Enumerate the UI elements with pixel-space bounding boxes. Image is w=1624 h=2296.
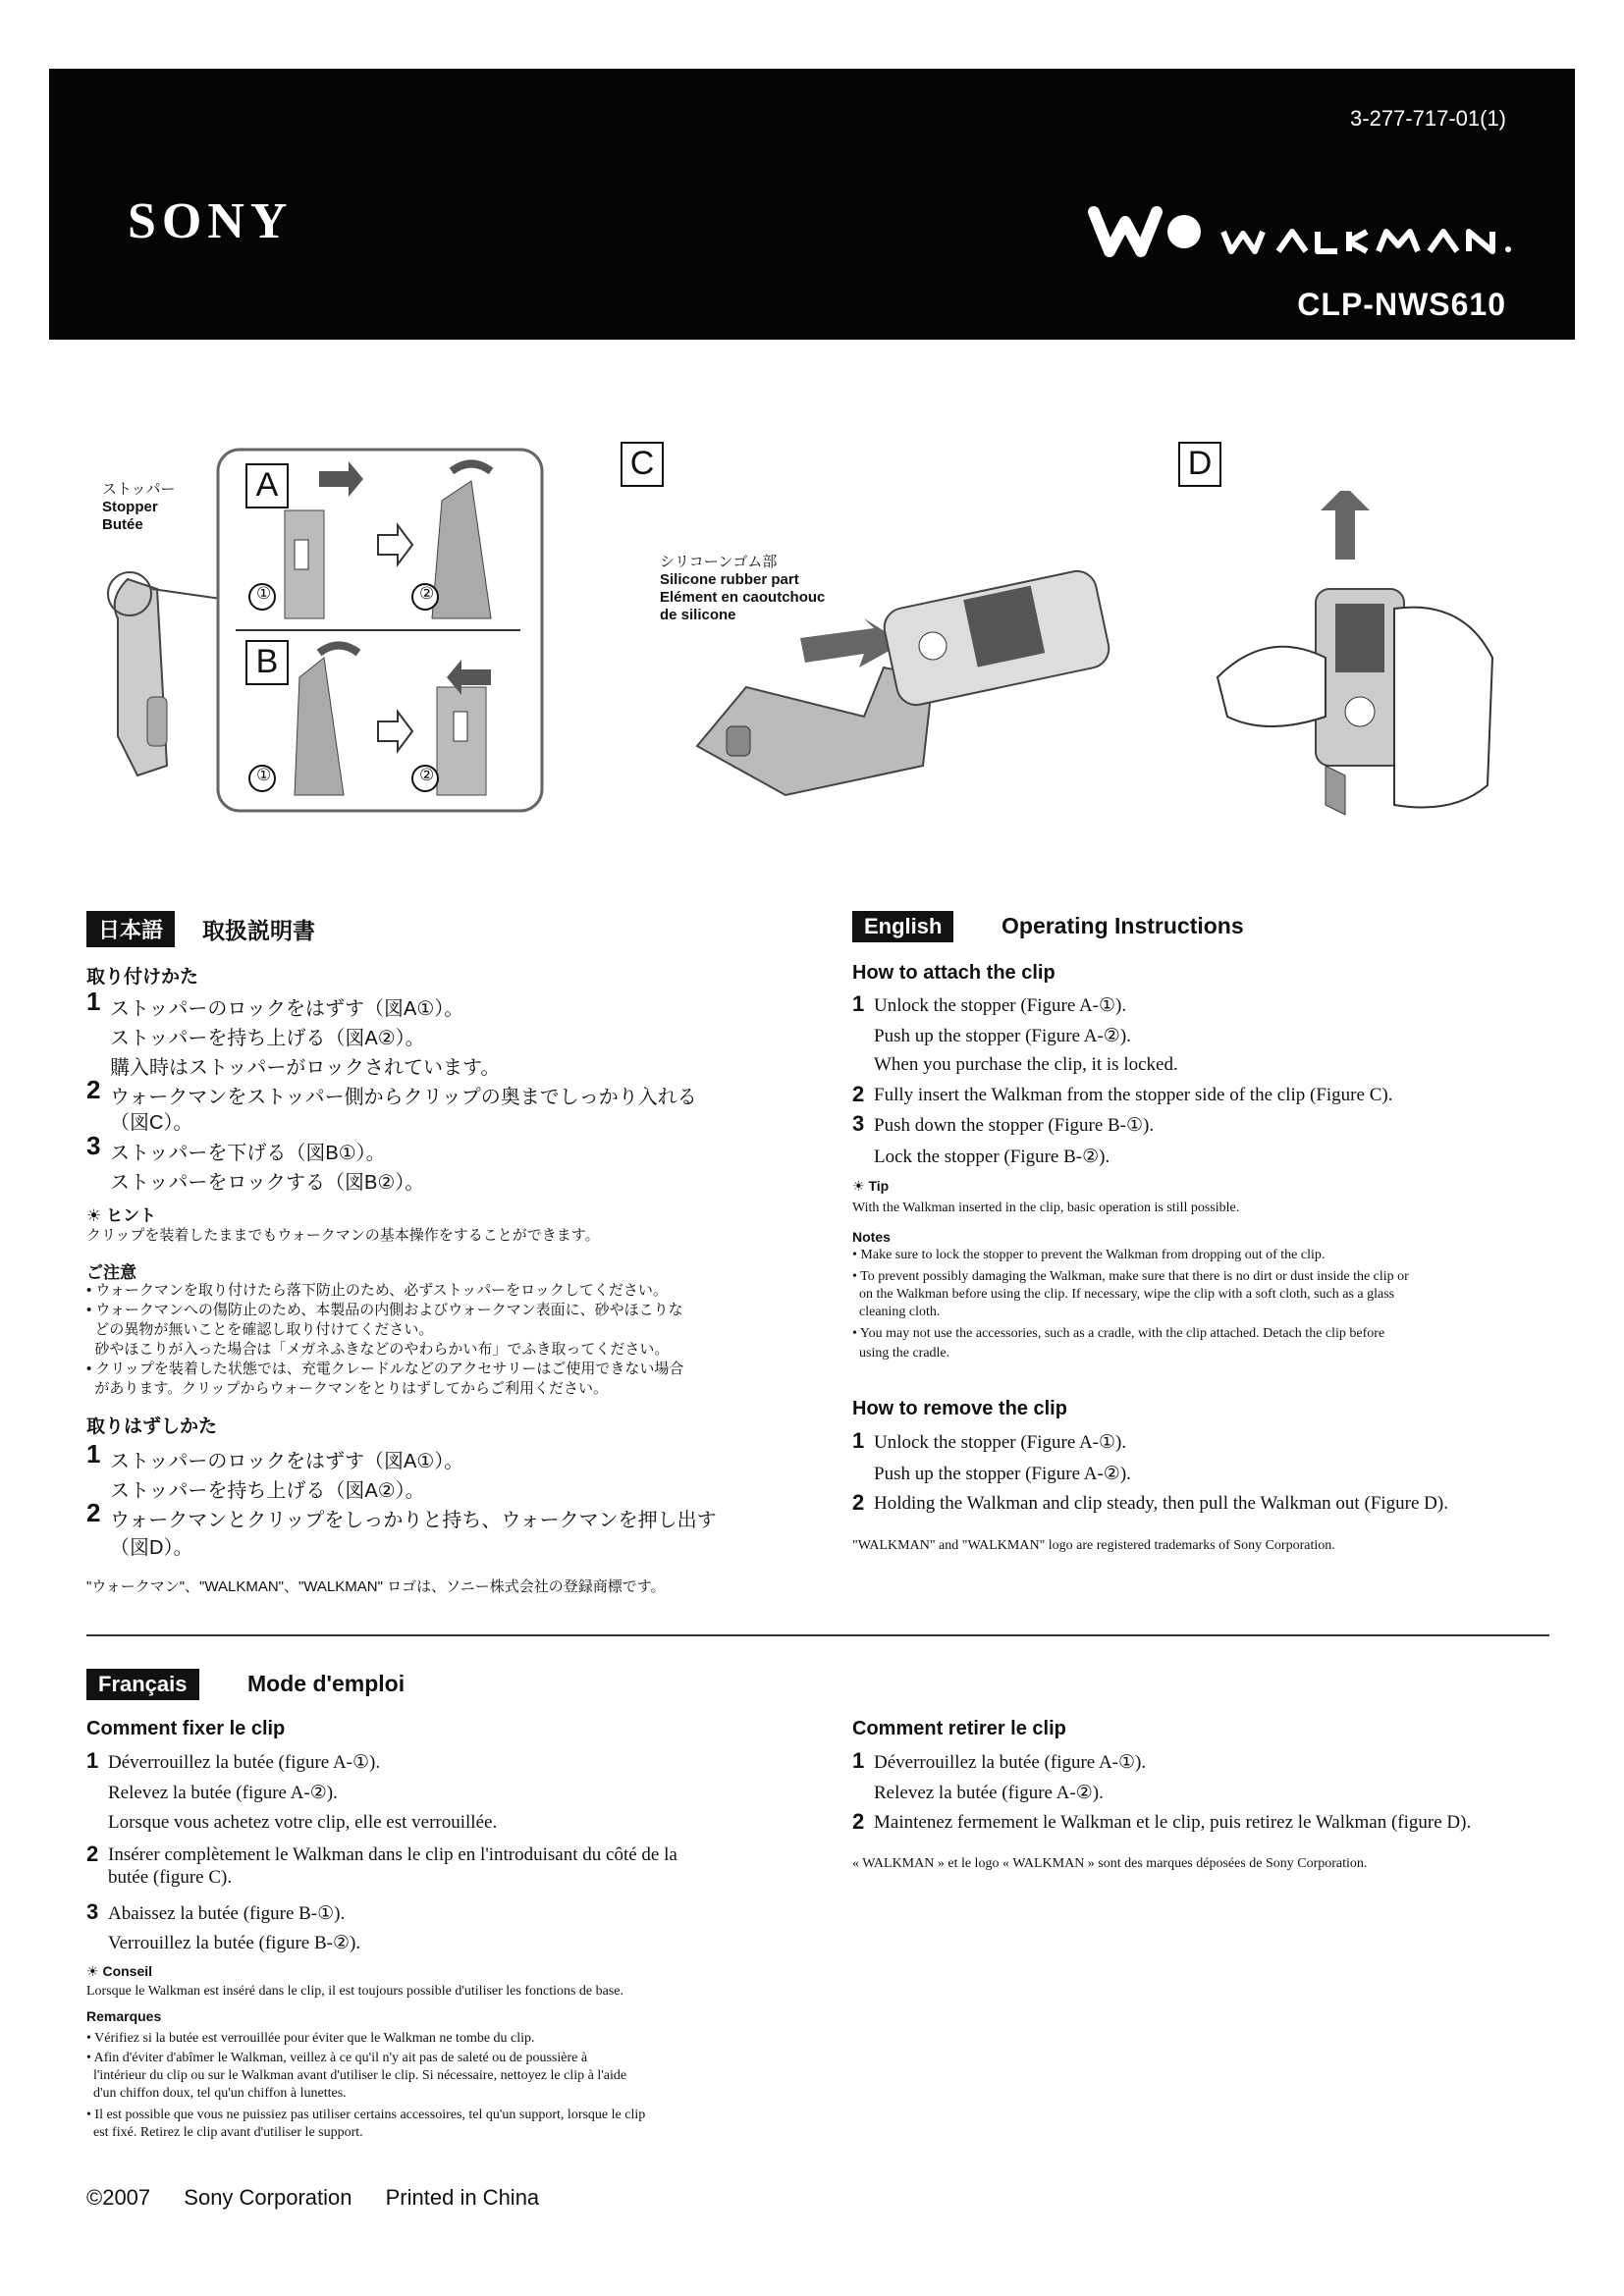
jp-remove-heading: 取りはずしかた [86,1416,218,1437]
fr-remove-step-1-line-2: Relevez la butée (figure A-②). [874,1783,1104,1803]
fr-remove-heading: Comment retirer le clip [852,1718,1066,1739]
japanese-tag: 日本語 [86,911,175,947]
stopper-label-fr: Butée [102,516,143,533]
footer-company: Sony Corporation [184,2185,352,2210]
en-remove-step-2-num: 2 [852,1490,865,1515]
jp-caution-line-6: があります。クリップからウォークマンをとりはずしてからご利用ください。 [86,1380,608,1397]
fr-attach-step-3-line-2: Verrouillez la butée (figure B-②). [108,1933,361,1953]
en-attach-step-3-line-1: Push down the stopper (Figure B-①). [874,1115,1155,1136]
step-mark-b2: ② [419,766,435,784]
silicone-label-fr-2: de silicone [660,607,736,623]
en-tip-text: With the Walkman inserted in the clip, basic operation is still possible. [852,1201,1240,1215]
conseil-bulb-icon: ☀ [86,1963,103,1979]
en-attach-step-2-num: 2 [852,1082,865,1106]
fr-attach-step-2-num: 2 [86,1842,99,1866]
jp-hint-heading: ☀ ヒント [86,1206,156,1225]
figure-letter-c: C [621,442,664,487]
footer [86,2185,567,2211]
model-number: CLP-NWS610 [1297,287,1506,322]
fr-tip-text: Lorsque le Walkman est inséré dans le clip, il est toujours possible d'utiliser les fonctions de base. [86,1984,624,1999]
en-remove-step-1-num: 1 [852,1428,865,1453]
french-tag: Français [86,1669,199,1700]
jp-remove-step-2-num: 2 [86,1498,101,1527]
footer-printed: Printed in China [385,2185,540,2210]
hint-bulb-icon: ☀ [86,1206,106,1225]
step-mark-a1: ① [256,584,272,603]
fr-attach-step-1-line-3: Lorsque vous achetez votre clip, elle est verrouillée. [108,1812,498,1833]
header-banner [49,69,1575,340]
en-remove-step-2-line-1: Holding the Walkman and clip steady, then pull the Walkman out (Figure D). [874,1493,1448,1514]
en-note-line-4: cleaning cloth. [852,1305,941,1319]
stopper-label-en: Stopper [102,499,158,515]
fr-remove-step-1-num: 1 [852,1748,865,1773]
en-remove-step-1-line-1: Unlock the stopper (Figure A-①). [874,1432,1127,1453]
en-attach-step-1-line-3: When you purchase the clip, it is locked. [874,1054,1178,1075]
jp-remove-step-1-line-2: ストッパーを持ち上げる（図A②）。 [110,1480,425,1502]
fr-remove-step-2-line-1: Maintenez fermement le Walkman et le clip, puis retirez le Walkman (figure D). [874,1812,1472,1833]
fr-note-line-4: d'un chiffon doux, tel qu'un chiffon à lunettes. [86,2086,347,2101]
fr-note-line-6: est fixé. Retirez le clip avant d'utiliser le support. [86,2125,363,2140]
en-attach-step-1-line-1: Unlock the stopper (Figure A-①). [874,995,1127,1016]
stopper-label-jp: ストッパー [102,481,176,498]
figure-c-illustration [687,569,1119,815]
en-trademark: "WALKMAN" and "WALKMAN" logo are registered trademarks of Sony Corporation. [852,1538,1335,1553]
jp-attach-step-1-line-1: ストッパーのロックをはずす（図A①）。 [110,998,464,1020]
en-notes-heading: Notes [852,1229,891,1245]
en-remove-heading: How to remove the clip [852,1398,1067,1419]
jp-remove-step-2-line-2: （図D）。 [110,1537,193,1559]
fr-attach-step-2-line-2: butée (figure C). [108,1867,233,1888]
english-title: Operating Instructions [1001,913,1244,938]
jp-hint-text: クリップを装着したままでもウォークマンの基本操作をすることができます。 [86,1227,600,1244]
fr-trademark: « WALKMAN » et le logo « WALKMAN » sont des marques déposées de Sony Corporation. [852,1856,1368,1871]
jp-attach-step-2-line-1: ウォークマンをストッパー側からクリップの奥までしっかり入れる [110,1087,697,1108]
fr-remove-step-1-line-1: Déverrouillez la butée (figure A-①). [874,1752,1147,1773]
en-remove-step-1-line-2: Push up the stopper (Figure A-②). [874,1464,1131,1484]
sony-logo: SONY [128,193,294,249]
footer-copyright: ©2007 [86,2185,151,2210]
jp-attach-step-1-num: 1 [86,987,101,1016]
jp-trademark: "ウォークマン"、"WALKMAN"、"WALKMAN" ロゴは、ソニー株式会社の登録商標です。 [86,1578,666,1595]
fr-attach-step-3-num: 3 [86,1899,99,1924]
walkman-logo-icon [1086,185,1518,263]
en-attach-step-1-line-2: Push up the stopper (Figure A-②). [874,1026,1131,1046]
english-tag: English [852,911,953,942]
fr-note-line-1: • Vérifiez si la butée est verrouillée pour éviter que le Walkman ne tombe du clip. [86,2031,535,2046]
fr-tip-heading: ☀ Conseil [86,1963,153,1979]
jp-attach-step-1-line-2: ストッパーを持ち上げる（図A②）。 [110,1028,425,1049]
figure-letter-d: D [1178,442,1221,487]
figure-letter-a: A [245,463,289,508]
jp-attach-heading: 取り付けかた [86,967,199,988]
jp-attach-step-3-num: 3 [86,1131,101,1160]
en-attach-step-2-line-1: Fully insert the Walkman from the stopper side of the clip (Figure C). [874,1085,1393,1105]
jp-caution-line-3: どの異物が無いことを確認し取り付けてください。 [86,1321,434,1338]
en-attach-step-3-line-2: Lock the stopper (Figure B-②). [874,1147,1110,1167]
en-note-line-6: using the cradle. [852,1346,950,1361]
fr-attach-step-1-line-2: Relevez la butée (figure A-②). [108,1783,338,1803]
jp-caution-line-2: • ウォークマンへの傷防止のため、本製品の内側およびウォークマン表面に、砂やほこりな [86,1302,683,1318]
en-note-line-2: • To prevent possibly damaging the Walkman, make sure that there is no dirt or dust inside the clip or [852,1269,1409,1284]
jp-caution-line-5: • クリップを装着した状態では、充電クレードルなどのアクセサリーはご使用できない場合 [86,1361,684,1377]
jp-remove-step-1-num: 1 [86,1439,101,1468]
step-mark-b1: ① [256,766,272,784]
figure-d-illustration [1208,491,1502,834]
fr-attach-step-1-line-1: Déverrouillez la butée (figure A-①). [108,1752,381,1773]
jp-attach-step-3-line-2: ストッパーをロックする（図B②）。 [110,1172,425,1194]
en-note-line-1: • Make sure to lock the stopper to prevent the Walkman from dropping out of the clip. [852,1248,1326,1262]
jp-caution-line-4: 砂やほこりが入った場合は「メガネふきなどのやわらかい布」でふき取ってください。 [86,1341,670,1358]
jp-caution-heading: ご注意 [86,1263,136,1282]
jp-attach-step-1-line-3: 購入時はストッパーがロックされています。 [110,1057,501,1079]
jp-remove-step-2-line-1: ウォークマンとクリップをしっかりと持ち、ウォークマンを押し出す [110,1510,717,1531]
fr-attach-step-1-num: 1 [86,1748,99,1773]
fr-notes-heading: Remarques [86,2008,162,2024]
fr-attach-step-3-line-1: Abaissez la butée (figure B-①). [108,1903,346,1924]
fr-remove-step-2-num: 2 [852,1809,865,1834]
japanese-title: 取扱説明書 [202,918,315,943]
en-tip-heading: ☀ Tip [852,1178,890,1194]
jp-caution-line-1: • ウォークマンを取り付けたら落下防止のため、必ずストッパーをロックしてください。 [86,1282,668,1299]
en-note-line-5: • You may not use the accessories, such as a cradle, with the clip attached. Detach the clip before [852,1326,1385,1341]
fr-attach-step-2-line-1: Insérer complètement le Walkman dans le clip en l'introduisant du côté de la [108,1844,677,1865]
section-divider [86,1634,1549,1636]
tip-bulb-icon: ☀ [852,1178,869,1194]
document-number: 3-277-717-01(1) [1350,106,1506,131]
jp-remove-step-1-line-1: ストッパーのロックをはずす（図A①）。 [110,1451,464,1472]
jp-attach-step-2-line-2: （図C）。 [110,1112,193,1134]
en-attach-step-3-num: 3 [852,1111,865,1136]
french-title: Mode d'emploi [247,1671,406,1696]
step-mark-a2: ② [419,584,435,603]
silicone-label-en: Silicone rubber part [660,571,799,588]
silicone-label-fr-1: Elément en caoutchouc [660,589,826,606]
en-note-line-3: on the Walkman before using the clip. If necessary, wipe the clip with a soft cloth, such as a glass [852,1287,1395,1302]
fr-attach-heading: Comment fixer le clip [86,1718,286,1739]
jp-attach-step-2-num: 2 [86,1075,101,1104]
silicone-label-jp: シリコーンゴム部 [660,554,778,570]
jp-attach-step-3-line-1: ストッパーを下げる（図B①）。 [110,1143,386,1164]
fr-note-line-3: l'intérieur du clip ou sur le Walkman avant d'utiliser le clip. Si nécessaire, nettoyez le clip à l'aide [86,2068,627,2083]
figure-ab-illustration [98,442,550,834]
en-attach-heading: How to attach the clip [852,962,1056,984]
fr-note-line-2: • Afin d'éviter d'abîmer le Walkman, veillez à ce qu'il n'y ait pas de saleté ou de poussière à [86,2051,588,2065]
en-attach-step-1-num: 1 [852,991,865,1016]
fr-note-line-5: • Il est possible que vous ne puissiez pas utiliser certains accessoires, tel qu'un support, lorsque le clip [86,2108,646,2122]
figure-letter-b: B [245,640,289,685]
